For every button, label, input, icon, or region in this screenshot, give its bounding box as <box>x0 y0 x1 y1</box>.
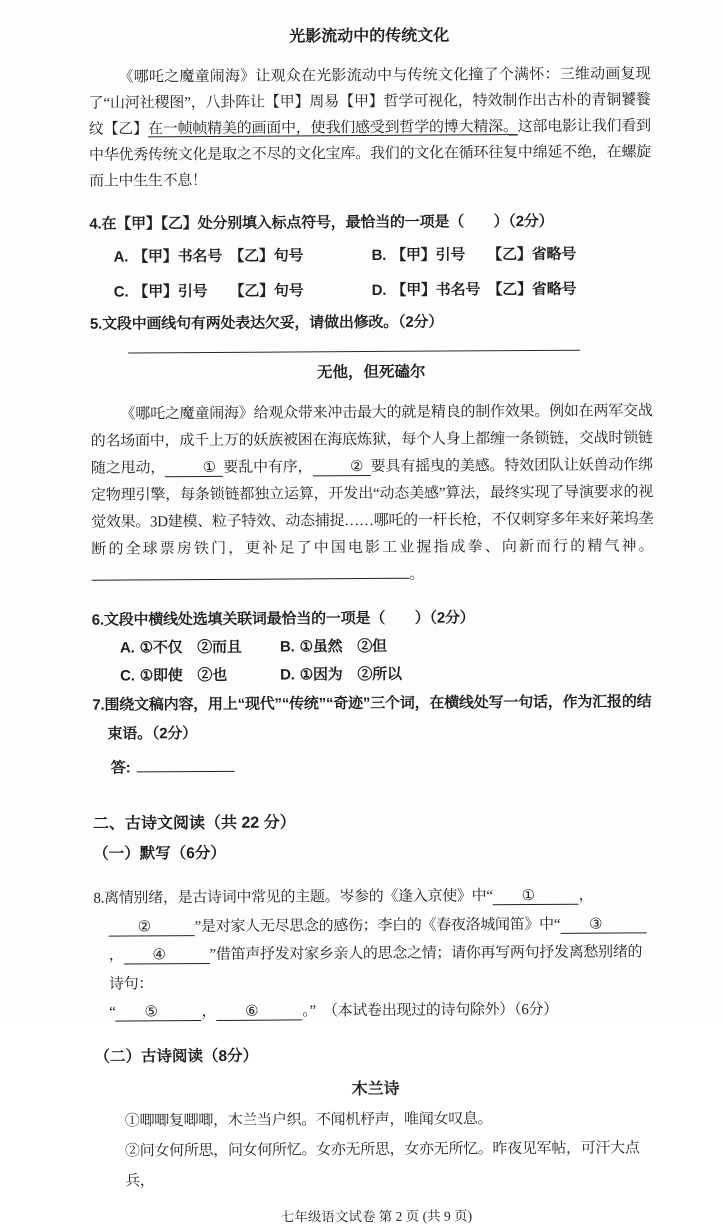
passage2-blank-1: ① <box>165 461 223 477</box>
q4-option-d <box>372 271 652 308</box>
passage2-seg2: 要乱中有序， <box>223 459 312 476</box>
q8-quote-1: ” <box>195 919 201 935</box>
q6-option-d <box>280 659 654 689</box>
section2-heading: 二、古诗文阅读（共 22 分） <box>93 806 655 839</box>
q6-stem: 6.文段中横线处选填关联词最恰当的一项是（ ）（2分） <box>92 602 654 634</box>
q4-option-d-label: D. <box>372 282 387 299</box>
q8-blank-2: ② <box>109 920 195 937</box>
q8-blank-4: ④ <box>123 948 209 965</box>
question-7 <box>92 687 655 783</box>
q4-stem: 4.在【甲】【乙】处分别填入标点符号，最恰当的一项是（ ）（2分） <box>89 206 651 239</box>
passage2-seg3: 要具有摇曳的美感。特效团队让妖兽动作绑定物理引擎，每条锁链都独立运算，开发出“动态美感”算法，最终实现了导演要求的视觉效果。3D建模、粒子特效、动态捕捉……哪吒的一杆长枪，不仅刺穿多年来好莱坞垄断的全球票房铁门，更补足了中国电影工业握指成拳、向新而行的精气神。 <box>91 457 653 557</box>
passage2-seg1: 《哪吒之魔童闹海》给观众带来冲击最大的就是精良的制作效果。例如在两军交战的名场面中，成千上万的妖族被困在海底炼狱，每个人身上都缠一条锁链，交战时锁链随之甩动， <box>91 403 653 476</box>
question-4 <box>89 206 652 309</box>
q4-option-b-label: B. <box>372 247 387 264</box>
exam-sheet <box>88 0 657 1228</box>
q8-comma-2: ， <box>109 948 124 964</box>
q6-option-d-text: ①因为 ②所以 <box>300 666 402 684</box>
q6-options <box>92 631 654 690</box>
passage2-period: 。 <box>409 567 424 583</box>
q8-blank-5: ⑤ <box>115 1005 201 1022</box>
q6-option-c-label: C. <box>120 667 135 684</box>
poem-line-2: ②问女何所思，问女何所忆。女亦无所思，女亦无所忆。昨夜见军帖，可汗大点兵， <box>95 1133 657 1196</box>
q8-seg3: 借笛声抒发对家乡亲人的思念之情；请你再写两句抒发离愁别绪的诗句： <box>109 944 642 992</box>
q4-option-a-label: A. <box>114 248 129 265</box>
poem-title: 木兰诗 <box>95 1073 657 1106</box>
passage2 <box>90 359 653 590</box>
q8-blank-3: ③ <box>560 917 646 934</box>
q6-option-c <box>120 662 280 691</box>
q8-comma-3: ， <box>201 1004 216 1020</box>
q8-blank-1: ① <box>493 889 579 906</box>
passage2-blank-2: ② <box>312 460 370 476</box>
q4-option-a <box>113 238 371 275</box>
q7-stem: 7.围绕文稿内容，用上“现代”“传统”“奇迹”三个词，在横线处写一句话，作为汇报的结束语。（2分） <box>92 687 654 748</box>
q6-option-b <box>280 631 654 661</box>
section2-sub2-poem-reading: （二）古诗阅读（8分） <box>94 1039 656 1072</box>
q8-note: （本试卷出现过的诗句除外）（6分） <box>330 1002 557 1019</box>
q4-option-c-text: 【甲】引号 【乙】句号 <box>133 282 303 300</box>
q4-option-b <box>371 236 651 273</box>
passage1-title: 光影流动中的传统文化 <box>88 24 650 49</box>
passage2-ending-blank <box>91 565 409 581</box>
q4-options <box>89 236 651 309</box>
q6-option-c-text: ①即使 ②也 <box>140 667 227 685</box>
q8-quote-2: ” <box>209 947 215 963</box>
q8-comma-1: ， <box>579 888 594 904</box>
q6-option-a-label: A. <box>120 639 135 656</box>
page-footer: 七年级语文试卷 第 2 页 (共 9 页) <box>95 1205 657 1228</box>
q6-option-a-text: ①不仅 ②而且 <box>140 639 242 657</box>
q4-option-b-text: 【甲】引号 【乙】省略号 <box>391 246 576 264</box>
passage2-title: 无他，但死磕尔 <box>90 359 652 386</box>
q4-option-d-text: 【甲】书名号 【乙】省略号 <box>391 281 576 299</box>
q8-endquote: 。” <box>302 1003 316 1019</box>
passage1-text <box>88 61 651 194</box>
passage1-part2: 这部电影让我们看到中华优秀传统文化是取之不尽的文化宝库。我们的文化在循环往复中绵延不绝，在螺旋而上中生生不息！ <box>89 118 651 189</box>
q4-option-c-label: C. <box>114 283 129 300</box>
q8-seg2: 是对家人无尽思念的感伤；李白的《春夜洛城闻笛》中“ <box>201 916 560 934</box>
question-5 <box>90 306 652 353</box>
q5-stem: 5.文段中画线句有两处表达欠妥，请做出修改。（2分） <box>90 306 652 339</box>
q6-option-b-text: ①虽然 ②但 <box>300 638 387 656</box>
q8-seg1: 8.离情别绪，是古诗词中常见的主题。岑参的《逢入京使》中“ <box>93 888 492 906</box>
q6-option-b-label: B. <box>280 638 295 655</box>
question-6 <box>92 602 655 690</box>
q7-answer-blank <box>137 759 235 773</box>
poem-line-1: ①唧唧复唧唧，木兰当户织。不闻机杼声，唯闻女叹息。 <box>95 1103 657 1136</box>
q6-option-a <box>120 634 280 663</box>
q7-answer-label: 答: <box>111 759 131 776</box>
q4-option-c <box>114 273 372 310</box>
q6-option-d-label: D. <box>280 666 295 683</box>
q5-answer-line <box>128 350 580 354</box>
section2-sub1-dictation: （一）默写（6分） <box>93 836 655 869</box>
q8-blank-6: ⑥ <box>216 1004 302 1021</box>
q7-answer-row <box>93 750 655 783</box>
question-8 <box>93 881 656 1027</box>
q8-quote-3: “ <box>109 1005 115 1021</box>
passage1-underlined-sentence: 在一帧帧精美的画面中，使我们感受到哲学的博大精深。 <box>148 119 518 137</box>
passage2-text <box>90 398 653 590</box>
passage1-part1: 《哪吒之魔童闹海》让观众在光影流动中与传统文化撞了个满怀：三维动画复现了“山河社稷图”，八卦阵让【甲】周易【甲】哲学可视化，特效制作出古朴的青铜饕餮纹【乙】 <box>89 66 651 137</box>
q4-option-a-text: 【甲】书名号 【乙】句号 <box>133 247 303 265</box>
